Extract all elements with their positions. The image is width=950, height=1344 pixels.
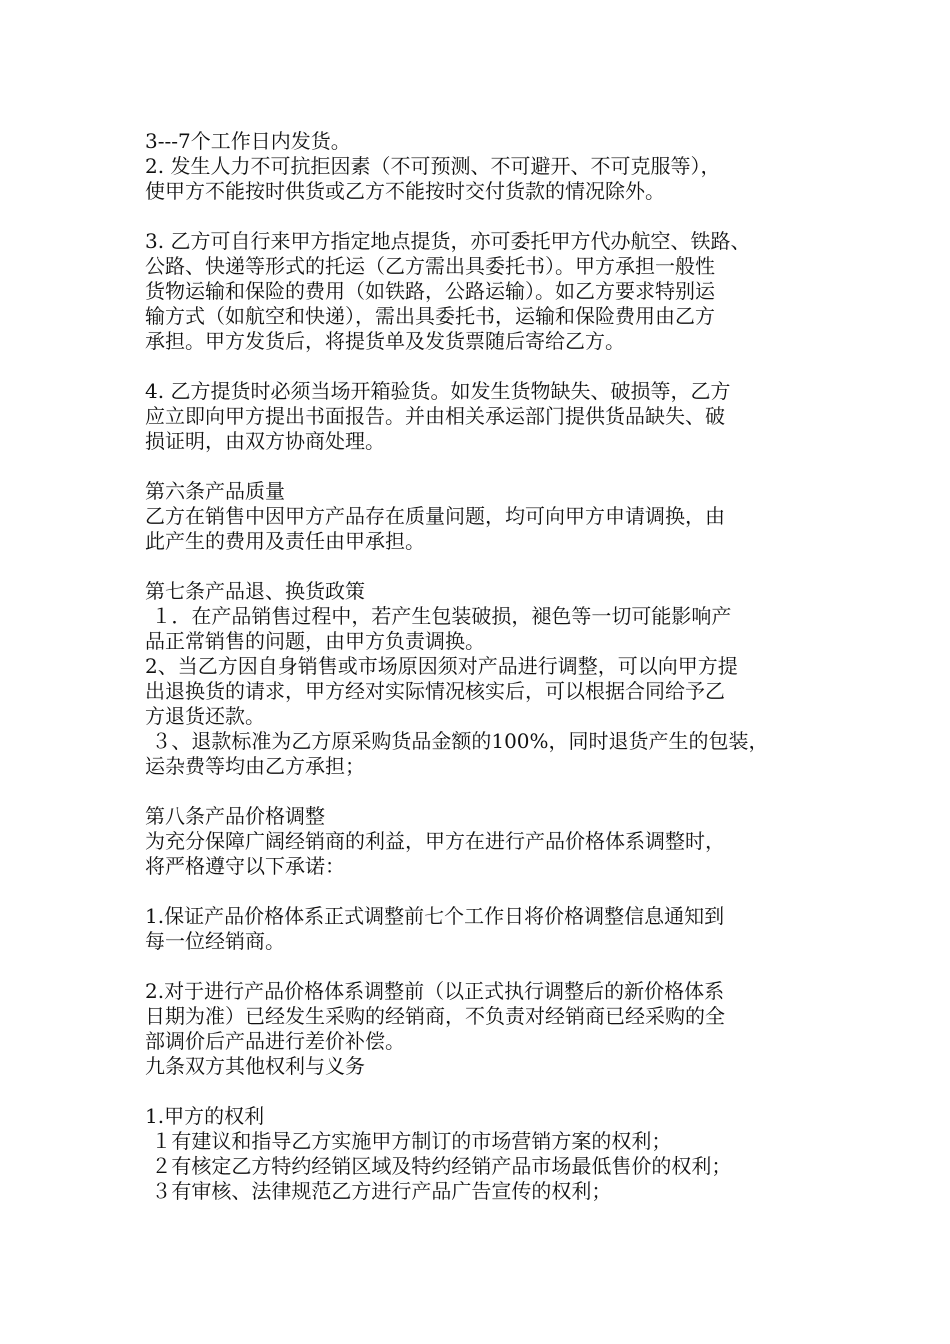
blank-line bbox=[145, 454, 825, 479]
text-line: 3. 乙方可自行来甲方指定地点提货，亦可委托甲方代办航空、铁路、 bbox=[145, 229, 751, 253]
text-line: １．在产品销售过程中，若产生包装破损，褪色等一切可能影响产 bbox=[145, 604, 732, 628]
text-line: 货物运输和保险的费用（如铁路，公路运输）。如乙方要求特别运 bbox=[145, 279, 715, 303]
text-line: 2. 发生人力不可抗拒因素（不可预测、不可避开、不可克服等）， bbox=[145, 154, 721, 178]
text-line: 将严格遵守以下承诺： bbox=[145, 854, 345, 878]
text-line: 此产生的费用及责任由甲承担。 bbox=[145, 529, 425, 553]
text-line: 输方式（如航空和快递），需出具委托书，运输和保险费用由乙方 bbox=[145, 304, 715, 328]
blank-line bbox=[145, 879, 825, 904]
text-line: 出退换货的请求，甲方经对实际情况核实后，可以根据合同给予乙 bbox=[145, 679, 725, 703]
text-line: 1.保证产品价格体系正式调整前七个工作日将价格调整信息通知到 bbox=[145, 904, 725, 928]
text-line: 第八条产品价格调整 bbox=[145, 804, 325, 828]
text-line: 承担。甲方发货后，将提货单及发货票随后寄给乙方。 bbox=[145, 329, 625, 353]
blank-line bbox=[145, 204, 825, 229]
text-line: 品正常销售的问题，由甲方负责调换。 bbox=[145, 629, 485, 653]
text-line: 每一位经销商。 bbox=[145, 929, 285, 953]
text-line: 3---7个工作日内发货。 bbox=[145, 129, 351, 153]
text-line: ２有核定乙方特约经销区域及特约经销产品市场最低售价的权利； bbox=[145, 1154, 732, 1178]
text-line: 公路、快递等形式的托运（乙方需出具委托书）。甲方承担一般性 bbox=[145, 254, 715, 278]
blank-line bbox=[145, 354, 825, 379]
text-line: 运杂费等均由乙方承担； bbox=[145, 754, 365, 778]
text-line: 2.对于进行产品价格体系调整前（以正式执行调整后的新价格体系 bbox=[145, 979, 725, 1003]
text-line: 第六条产品质量 bbox=[145, 479, 285, 503]
text-line: 日期为准）已经发生采购的经销商，不负责对经销商已经采购的全 bbox=[145, 1004, 725, 1028]
text-line: 损证明，由双方协商处理。 bbox=[145, 429, 385, 453]
blank-line bbox=[145, 554, 825, 579]
text-line: ３有审核、法律规范乙方进行产品广告宣传的权利； bbox=[145, 1179, 612, 1203]
document-page bbox=[145, 129, 825, 1204]
blank-line bbox=[145, 1079, 825, 1104]
text-line: 方退货还款。 bbox=[145, 704, 265, 728]
text-line: 4. 乙方提货时必须当场开箱验货。如发生货物缺失、破损等，乙方 bbox=[145, 379, 731, 403]
blank-line bbox=[145, 954, 825, 979]
text-line: １有建议和指导乙方实施甲方制订的市场营销方案的权利； bbox=[145, 1129, 672, 1153]
text-line: 1.甲方的权利 bbox=[145, 1104, 265, 1128]
text-line: 应立即向甲方提出书面报告。并由相关承运部门提供货品缺失、破 bbox=[145, 404, 725, 428]
text-line: 乙方在销售中因甲方产品存在质量问题，均可向甲方申请调换，由 bbox=[145, 504, 725, 528]
text-line: 2、当乙方因自身销售或市场原因须对产品进行调整，可以向甲方提 bbox=[145, 654, 738, 678]
text-line: 为充分保障广阔经销商的利益，甲方在进行产品价格体系调整时， bbox=[145, 829, 725, 853]
text-line: ３、退款标准为乙方原采购货品金额的100%，同时退货产生的包装， bbox=[145, 729, 769, 753]
text-line: 第七条产品退、换货政策 bbox=[145, 579, 365, 603]
text-line: 部调价后产品进行差价补偿。 bbox=[145, 1029, 405, 1053]
text-line: 九条双方其他权利与义务 bbox=[145, 1054, 365, 1078]
text-line: 使甲方不能按时供货或乙方不能按时交付货款的情况除外。 bbox=[145, 179, 665, 203]
blank-line bbox=[145, 779, 825, 804]
